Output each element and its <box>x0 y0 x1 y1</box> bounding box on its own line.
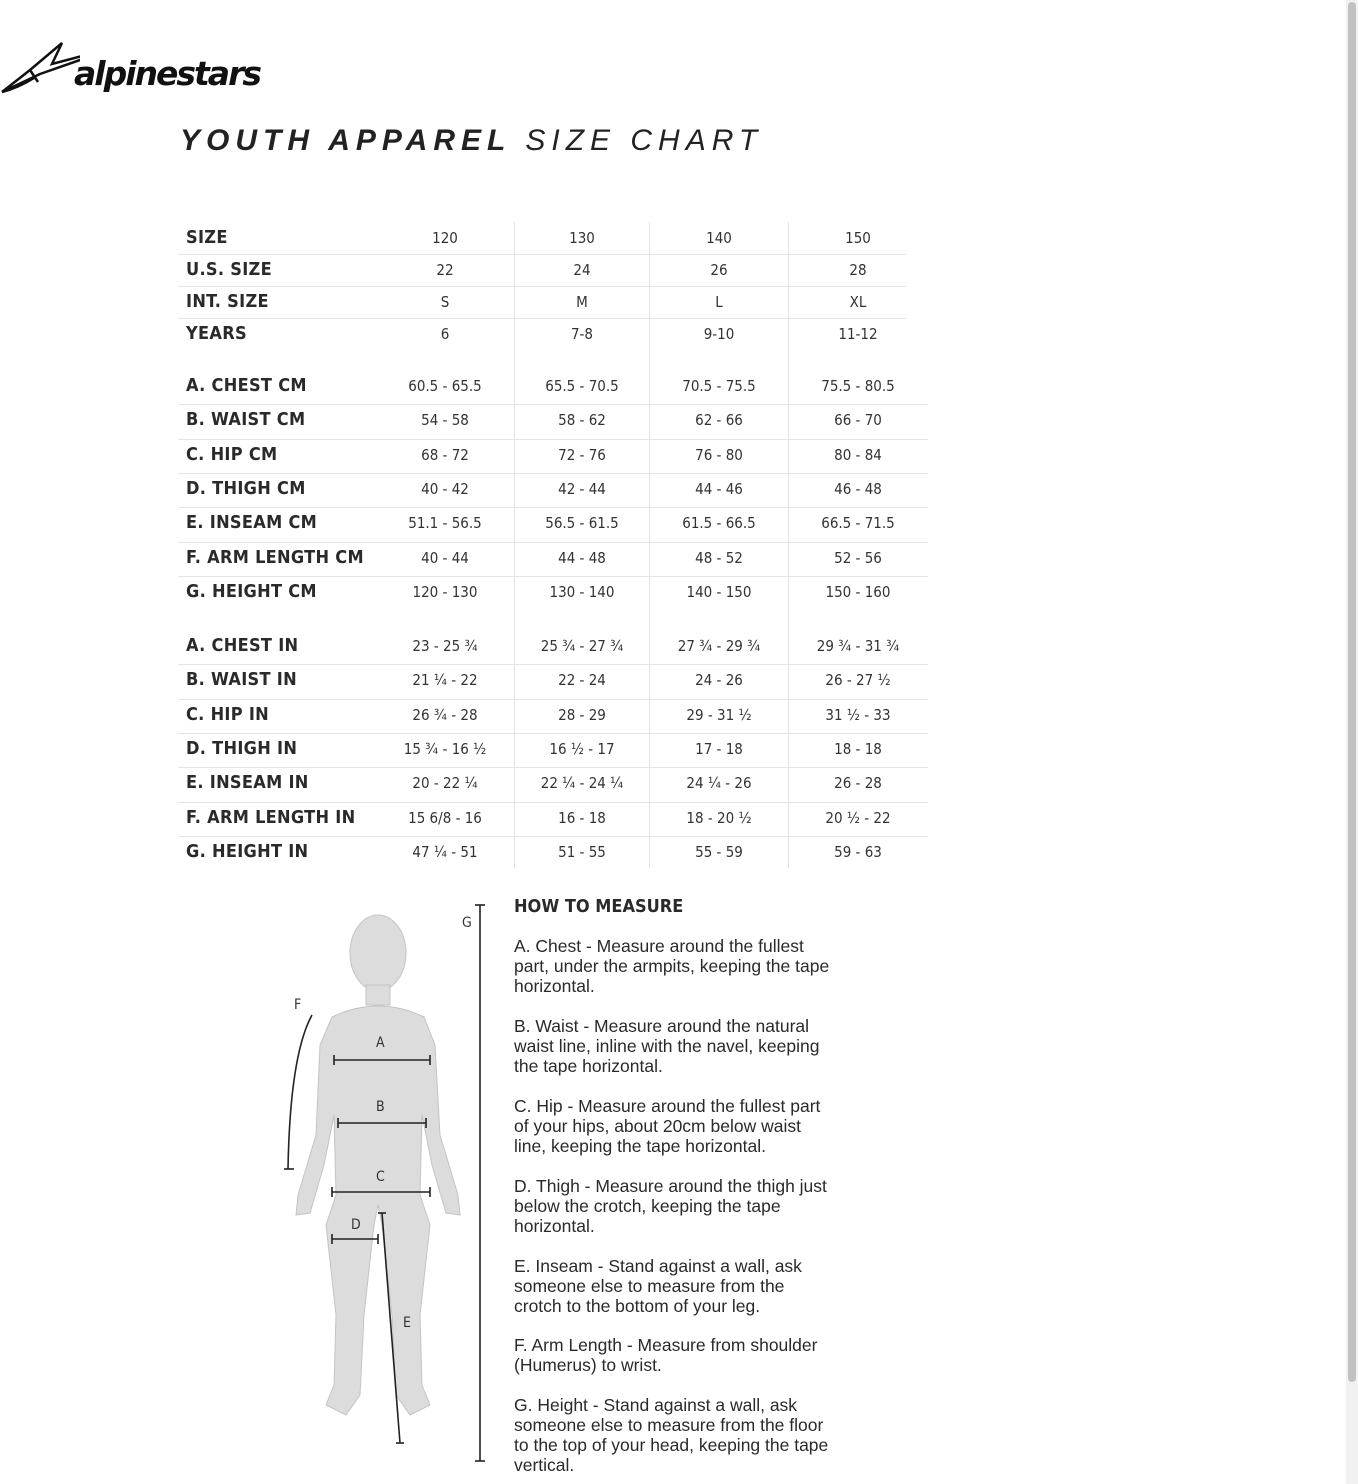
table-row <box>178 507 928 539</box>
how-to-measure-heading: HOW TO MEASURE <box>514 896 684 917</box>
table-cell: 80 - 84 <box>834 445 882 464</box>
row-label: B. WAIST CM <box>186 409 306 431</box>
measure-instruction: F. Arm Length - Measure from shoulder (Humerus) to wrist. <box>514 1335 818 1375</box>
table-cell: 21 ¼ - 22 <box>412 671 478 690</box>
row-label: E. INSEAM CM <box>186 512 318 534</box>
table-cell: 28 - 29 <box>558 705 606 724</box>
row-label: G. HEIGHT CM <box>186 580 317 602</box>
row-label: C. HIP CM <box>186 443 278 465</box>
table-cell: M <box>576 293 588 311</box>
table-cell: 61.5 - 66.5 <box>682 514 756 533</box>
table-cell: 54 - 58 <box>421 411 469 430</box>
table-cell: 24 ¼ - 26 <box>686 774 752 793</box>
table-cell: 48 - 52 <box>695 548 743 567</box>
table-cell: XL <box>849 293 867 311</box>
table-cell: 76 - 80 <box>695 445 743 464</box>
table-cell: 120 - 130 <box>412 582 478 601</box>
table-cell: 26 ¾ - 28 <box>412 705 478 724</box>
table-cell: 29 - 31 ½ <box>686 705 752 724</box>
measure-instruction: E. Inseam - Stand against a wall, ask someone else to measure from the crotch to the bottom of your leg. <box>514 1256 802 1316</box>
figure-label-g: G <box>462 915 472 931</box>
table-cell: 40 - 42 <box>421 479 469 498</box>
row-label: A. CHEST IN <box>186 635 299 656</box>
table-row <box>178 286 928 318</box>
table-cell: 25 ¾ - 27 ¾ <box>540 637 624 655</box>
table-cell: 68 - 72 <box>421 445 469 464</box>
table-row <box>178 630 928 662</box>
body-measurement-figure <box>270 895 500 1475</box>
table-cell: 47 ¼ - 51 <box>412 842 478 861</box>
row-label: F. ARM LENGTH IN <box>186 806 356 828</box>
row-label: E. INSEAM IN <box>186 772 309 794</box>
figure-label-c: C <box>376 1169 385 1185</box>
table-cell: 66 - 70 <box>834 411 882 430</box>
table-cell: L <box>715 293 723 311</box>
table-cell: 22 - 24 <box>558 671 606 690</box>
table-cell: 40 - 44 <box>421 548 469 567</box>
table-cell: 75.5 - 80.5 <box>821 377 895 395</box>
measure-instruction: B. Waist - Measure around the natural waist line, inline with the navel, keeping the tape horizontal. <box>514 1016 820 1076</box>
table-cell: 150 - 160 <box>825 582 891 601</box>
table-row <box>178 439 928 471</box>
table-cell: 65.5 - 70.5 <box>545 377 619 395</box>
table-row <box>178 802 928 834</box>
table-cell: 140 <box>706 229 732 247</box>
table-cell: 7-8 <box>570 325 594 343</box>
size-table <box>178 222 938 868</box>
row-label: INT. SIZE <box>186 291 269 312</box>
table-cell: 52 - 56 <box>834 548 882 567</box>
table-cell: 18 - 20 ½ <box>686 808 752 827</box>
table-row <box>178 733 928 765</box>
table-cell: 16 ½ - 17 <box>549 739 615 758</box>
table-cell: 59 - 63 <box>834 842 882 861</box>
table-row <box>178 576 928 608</box>
table-row <box>178 222 928 254</box>
table-cell: 70.5 - 75.5 <box>682 377 756 395</box>
measure-instruction: D. Thigh - Measure around the thigh just below the crotch, keeping the tape horizontal. <box>514 1176 827 1236</box>
table-cell: 26 - 28 <box>834 774 882 793</box>
table-cell: 46 - 48 <box>834 479 882 498</box>
table-cell: 130 - 140 <box>549 582 615 601</box>
table-row <box>178 318 928 350</box>
table-row <box>178 370 928 402</box>
table-cell: 55 - 59 <box>695 842 743 861</box>
figure-label-e: E <box>403 1315 411 1331</box>
table-row <box>178 699 928 731</box>
page-scrollbar[interactable] <box>1346 0 1358 1484</box>
table-cell: 130 <box>569 229 595 247</box>
title-bold: YOUTH APPAREL <box>180 124 512 157</box>
title-light: SIZE CHART <box>525 124 764 157</box>
table-cell: 44 - 48 <box>558 548 606 567</box>
table-cell: 26 <box>710 261 728 279</box>
row-label: C. HIP IN <box>186 703 270 725</box>
table-cell: 16 - 18 <box>558 808 606 827</box>
table-cell: 51 - 55 <box>558 842 606 861</box>
table-cell: 22 <box>436 261 454 279</box>
table-cell: 9-10 <box>703 325 735 343</box>
table-cell: 24 <box>573 261 591 279</box>
table-cell: 60.5 - 65.5 <box>408 377 482 395</box>
table-cell: 11-12 <box>838 325 878 343</box>
table-cell: 51.1 - 56.5 <box>408 514 482 533</box>
measure-instruction: G. Height - Stand against a wall, ask someone else to measure from the floor to the top of your head, keeping the tape vertical. <box>514 1395 829 1475</box>
row-label: A. CHEST CM <box>186 375 307 396</box>
table-row <box>178 473 928 505</box>
table-row <box>178 542 928 574</box>
table-row <box>178 767 928 799</box>
table-cell: 22 ¼ - 24 ¼ <box>540 774 624 793</box>
table-cell: 44 - 46 <box>695 479 743 498</box>
brand-wordmark: alpinestars <box>74 54 260 93</box>
measure-instruction: C. Hip - Measure around the fullest part of your hips, about 20cm below waist line, keeping the tape horizontal. <box>514 1096 821 1156</box>
figure-label-d: D <box>351 1217 361 1233</box>
row-label: F. ARM LENGTH CM <box>186 546 364 568</box>
table-cell: 140 - 150 <box>686 582 752 601</box>
table-cell: 31 ½ - 33 <box>825 705 891 724</box>
table-row <box>178 836 928 868</box>
row-label: G. HEIGHT IN <box>186 840 309 862</box>
table-cell: 24 - 26 <box>695 671 743 690</box>
table-row <box>178 664 928 696</box>
table-cell: 20 ½ - 22 <box>825 808 891 827</box>
table-cell: 56.5 - 61.5 <box>545 514 619 533</box>
figure-label-f: F <box>294 997 302 1013</box>
table-cell: 15 6/8 - 16 <box>408 808 482 827</box>
table-cell: 42 - 44 <box>558 479 606 498</box>
table-cell: 6 <box>440 325 450 343</box>
table-row <box>178 254 928 286</box>
table-cell: 17 - 18 <box>695 739 743 758</box>
table-cell: 120 <box>432 229 458 247</box>
table-cell: 18 - 18 <box>834 739 882 758</box>
page-title <box>180 124 763 158</box>
row-label: SIZE <box>186 227 228 248</box>
star-icon <box>0 40 80 100</box>
measure-instruction: A. Chest - Measure around the fullest part, under the armpits, keeping the tape horizontal. <box>514 936 830 996</box>
table-cell: S <box>440 293 450 311</box>
table-cell: 62 - 66 <box>695 411 743 430</box>
row-label: YEARS <box>186 323 247 344</box>
table-cell: 26 - 27 ½ <box>825 671 891 690</box>
table-cell: 29 ¾ - 31 ¾ <box>816 637 900 655</box>
table-cell: 72 - 76 <box>558 445 606 464</box>
table-cell: 28 <box>849 261 867 279</box>
row-label: D. THIGH IN <box>186 737 298 759</box>
scrollbar-thumb[interactable] <box>1348 2 1356 1382</box>
table-cell: 20 - 22 ¼ <box>412 774 478 793</box>
table-cell: 150 <box>845 229 871 247</box>
table-cell: 27 ¾ - 29 ¾ <box>677 637 761 655</box>
figure-label-b: B <box>376 1099 385 1115</box>
table-cell: 58 - 62 <box>558 411 606 430</box>
table-cell: 23 - 25 ¾ <box>412 637 478 655</box>
row-label: B. WAIST IN <box>186 669 297 691</box>
brand-logo <box>0 40 280 100</box>
row-label: U.S. SIZE <box>186 259 272 280</box>
table-cell: 66.5 - 71.5 <box>821 514 895 533</box>
row-label: D. THIGH CM <box>186 477 306 499</box>
table-row <box>178 404 928 436</box>
table-cell: 15 ¾ - 16 ½ <box>403 739 487 758</box>
figure-label-a: A <box>376 1035 385 1051</box>
